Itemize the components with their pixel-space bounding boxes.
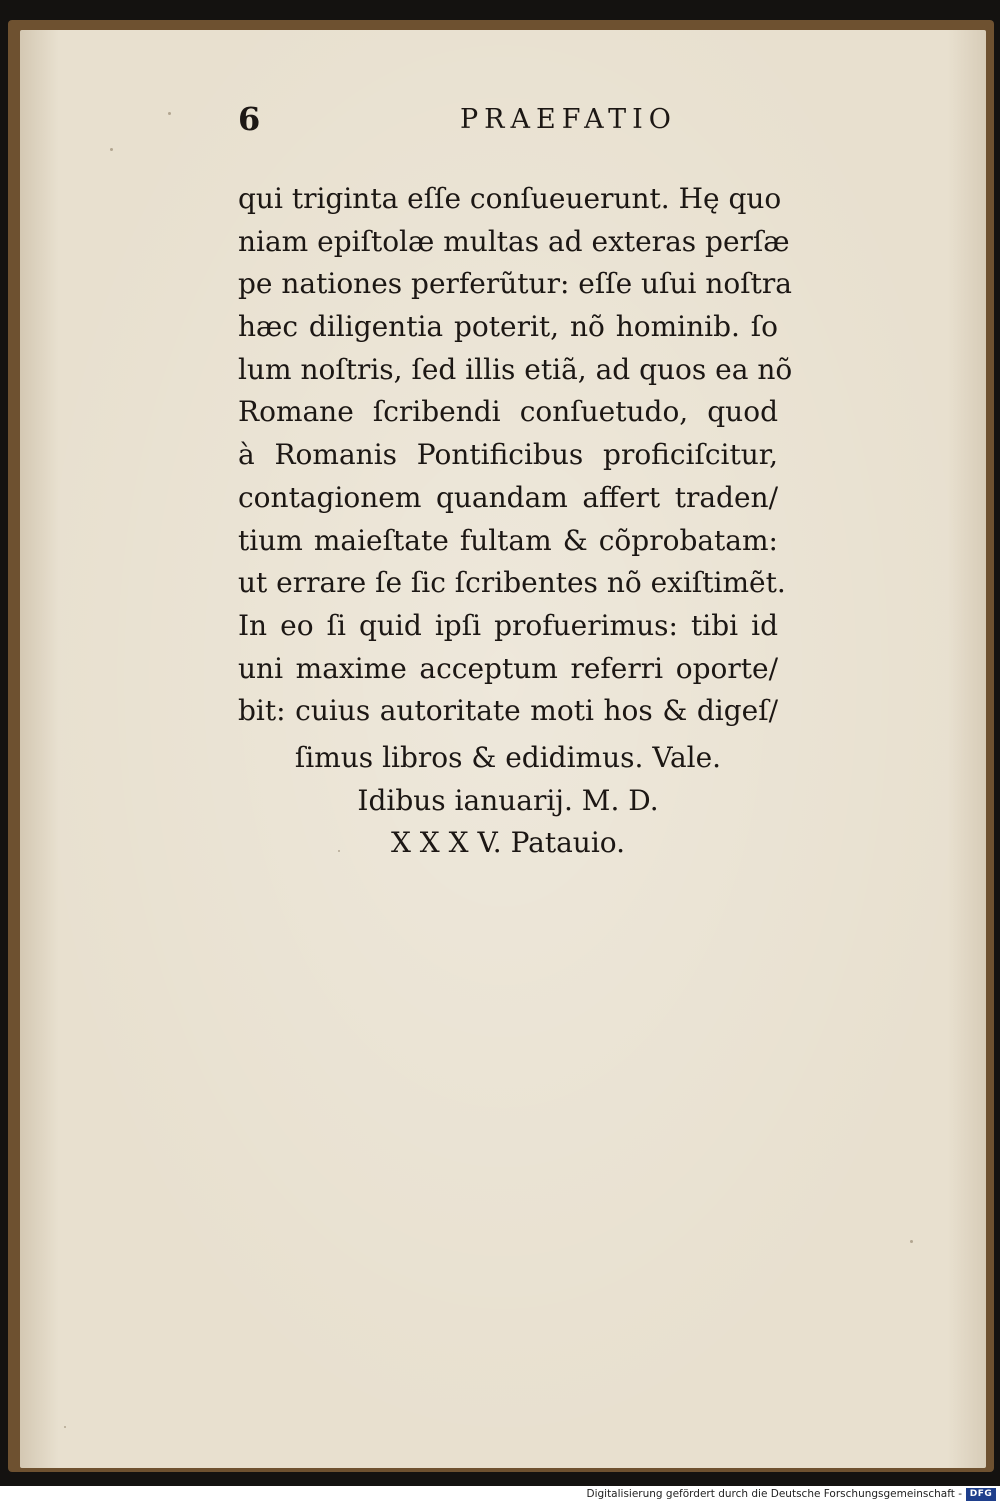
closing-block: [238, 737, 778, 865]
funding-credit: Digitalisierung gefördert durch die Deutsche Forschungsgemeinschaft -: [586, 1488, 962, 1500]
paper-speck: [910, 1240, 913, 1243]
text-line: ut errare ſe ſic ſcribentes nõ exiſtimẽt.: [238, 566, 786, 600]
paper-speck: [110, 148, 113, 151]
text-line: In eo ſi quid ipſi profuerimus: tibi id: [238, 608, 778, 642]
text-line: contagionem quandam affert traden/: [238, 480, 778, 514]
paper-speck: [64, 1426, 66, 1428]
text-line: uni maxime acceptum referri oporte/: [238, 651, 778, 685]
running-head: PRAEFATIO: [460, 104, 677, 135]
closing-line: ſimus libros & edidimus. Vale.: [294, 741, 722, 774]
place-line: X X X V. Patauio.: [390, 826, 626, 860]
date-line: Idibus ianuarij. M. D.: [357, 783, 659, 817]
text-line: bit: cuius autoritate moti hos & digeſ/: [238, 694, 778, 728]
text-line: lum noſtris, ſed illis etiã, ad quos ea nõ: [238, 352, 793, 386]
dfg-logo: DFG: [966, 1488, 996, 1501]
text-line: Romane ſcribendi conſuetudo, quod: [238, 395, 778, 429]
text-line: hæc diligentia poterit, nõ hominib. ſo: [238, 310, 778, 344]
text-line: tium maieſtate fultam & cõprobatam:: [238, 523, 778, 557]
text-line: niam epiſtolæ multas ad exteras perſæ: [238, 224, 790, 258]
body-text: [238, 178, 793, 733]
page-header: [238, 100, 778, 142]
text-line: à Romanis Pontificibus proficiſcitur,: [238, 438, 778, 472]
page-number: 6: [238, 100, 261, 138]
text-line: qui triginta eſſe conſueuerunt. Hę quo: [238, 182, 782, 215]
footer-banner: [0, 1486, 1000, 1505]
text-line: pe nationes perferũtur: eſſe uſui noſtra: [238, 267, 792, 301]
paper-speck: [168, 112, 171, 115]
